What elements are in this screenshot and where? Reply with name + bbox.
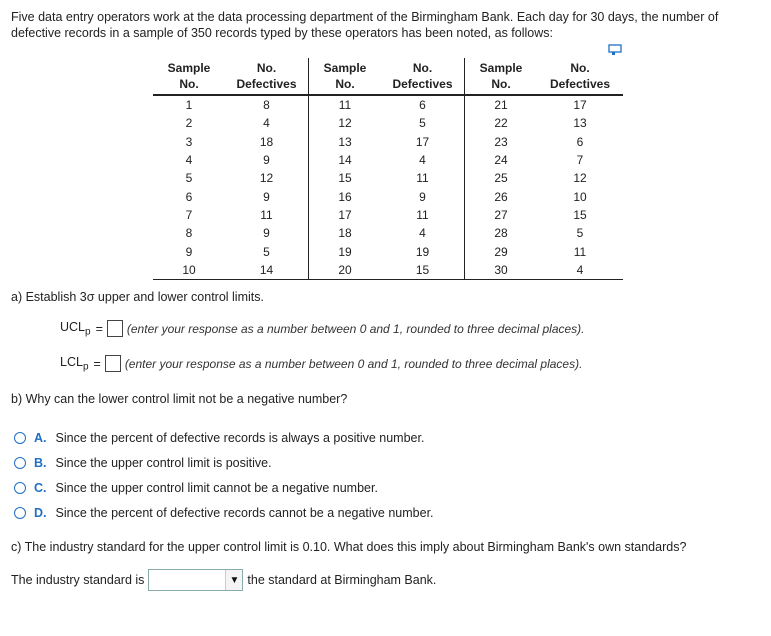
table-cell: 11 [573,244,587,259]
table-row [153,151,623,169]
table-cell: 15 [338,171,352,186]
industry-suffix: the standard at Birmingham Bank. [247,573,437,587]
table-cell: 5 [381,114,465,132]
column-header: Sample No. [153,58,225,95]
defectives-table [153,58,623,280]
column-header: Sample No. [309,58,382,95]
ucl-row [60,320,585,338]
table-cell: 28 [494,226,508,241]
column-header: No. Defectives [225,58,309,95]
comparison-select[interactable] [148,569,243,591]
option-d[interactable]: D. Since the percent of defective records cannot be a negative number. [14,506,434,520]
table-header-row [153,58,623,95]
column-header: Sample No. [465,58,538,95]
table-cell: 6 [185,189,193,204]
table-cell: 18 [225,133,309,151]
ucl-label: $UCL_p$ [60,320,91,338]
table-row [153,114,623,132]
equals-sign: = [95,321,103,336]
option-c[interactable]: C. Since the upper control limit cannot be a negative number. [14,481,378,495]
table-cell: 11 [225,206,309,224]
table-cell: 5 [185,171,193,186]
ucl-input[interactable] [107,320,123,337]
table-cell: 5 [225,242,309,260]
table-cell: 6 [576,134,584,149]
table-cell: 12 [225,169,309,187]
table-row [153,242,623,260]
table-cell: 23 [494,134,508,149]
table-row [153,133,623,151]
table-cell: 16 [338,189,352,204]
table-cell: 18 [338,226,352,241]
radio-button[interactable] [14,432,26,444]
table-cell: 9 [225,151,309,169]
part-a-question: a) Establish 3σ upper and lower control limits. [11,290,264,304]
lcl-label: $LCL_p$ [60,355,89,373]
lcl-hint: (enter your response as a number between 0 and 1, rounded to three decimal places). [124,356,583,371]
problem-intro: Five data entry operators work at the data processing department of the Birmingham Bank. Each day for 30 days, the number of defective records in a sample of 350 records typed by these operators has been noted, as follows: [11,10,719,40]
copy-icon[interactable] [608,44,622,56]
table-cell: 7 [185,207,193,222]
table-cell: 29 [494,244,508,259]
table-cell: 22 [494,116,508,131]
table-cell: 4 [537,261,623,280]
industry-prefix: The industry standard is [11,573,145,587]
table-cell: 4 [225,114,309,132]
table-cell: 11 [338,98,352,113]
table-cell: 9 [225,187,309,205]
table-cell: 3 [185,134,193,149]
table-cell: 6 [381,95,465,114]
table-cell: 9 [381,187,465,205]
table-cell: 8 [185,226,193,241]
table-cell: 8 [225,95,309,114]
table-cell: 10 [573,189,587,204]
table-cell: 12 [573,171,587,186]
table-row [153,224,623,242]
table-cell: 20 [309,261,382,280]
table-row [153,206,623,224]
table-cell: 25 [494,171,508,186]
industry-standard-row [11,569,436,591]
table-cell: 9 [225,224,309,242]
table-cell: 2 [185,116,193,131]
part-b-question: b) Why can the lower control limit not be a negative number? [11,392,348,406]
table-cell: 10 [153,261,225,280]
equals-sign: = [93,356,101,371]
table-cell: 5 [576,226,584,241]
table-cell: 19 [338,244,352,259]
table-cell: 11 [381,206,465,224]
table-cell: 4 [381,224,465,242]
part-c-question: c) The industry standard for the upper control limit is 0.10. What does this imply about Birmingham Bank's own standards? [11,540,687,554]
table-cell: 26 [494,189,508,204]
dropdown-arrow-icon[interactable]: ▼ [225,570,242,590]
lcl-input[interactable] [105,355,121,372]
radio-button[interactable] [14,507,26,519]
table-cell: 14 [338,153,352,168]
option-a[interactable]: A. Since the percent of defective records is always a positive number. [14,431,424,445]
table-cell: 30 [465,261,538,280]
table-cell: 15 [381,261,465,280]
table-cell: 11 [381,169,465,187]
table-cell: 17 [338,207,352,222]
table-cell: 24 [494,153,508,168]
table-row [153,95,623,114]
table-cell: 4 [185,153,193,168]
table-cell: 15 [573,207,587,222]
table-row [153,261,623,280]
column-header: No. Defectives [537,58,623,95]
table-cell: 13 [338,134,352,149]
radio-button[interactable] [14,457,26,469]
table-cell: 17 [573,98,587,113]
radio-button[interactable] [14,482,26,494]
option-b[interactable]: B. Since the upper control limit is positive. [14,456,272,470]
table-cell: 13 [573,116,587,131]
table-cell: 19 [381,242,465,260]
lcl-row [60,355,582,373]
table-cell: 21 [494,98,508,113]
table-cell: 12 [338,116,352,131]
table-cell: 1 [185,98,193,113]
ucl-hint: (enter your response as a number between 0 and 1, rounded to three decimal places). [126,321,585,336]
table-cell: 9 [185,244,193,259]
table-cell: 4 [381,151,465,169]
table-cell: 14 [225,261,309,280]
table-row [153,169,623,187]
column-header: No. Defectives [381,58,465,95]
table-cell: 17 [381,133,465,151]
table-cell: 7 [576,153,584,168]
table-row [153,187,623,205]
table-cell: 27 [494,207,508,222]
